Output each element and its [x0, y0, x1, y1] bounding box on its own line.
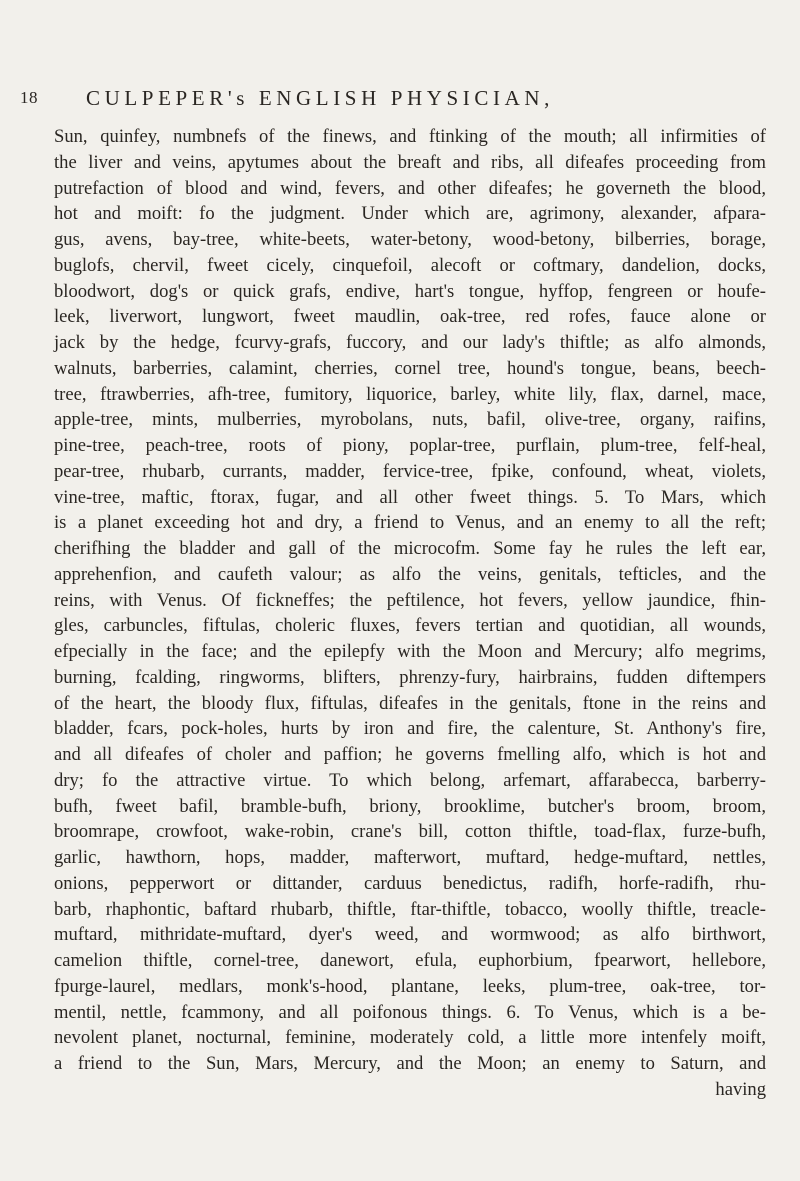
text-line: and all difeafes of choler and paffion; he governs fmelling alfo, which is hot and — [54, 744, 766, 765]
text-line: jack by the hedge, fcurvy-grafs, fuccory, and our lady's thiftle; as alfo almonds, — [54, 332, 766, 353]
text-line: gus, avens, bay-tree, white-beets, water-betony, wood-betony, bilberries, borage, — [54, 229, 766, 250]
text-line: mentil, nettle, fcammony, and all poifonous things. 6. To Venus, which is a be- — [54, 1001, 766, 1023]
text-line: vine-tree, maftic, ftorax, fugar, and all other fweet things. 5. To Mars, which — [54, 486, 766, 508]
text-line: buglofs, chervil, fweet cicely, cinquefoil, alecoft or coftmary, dandelion, docks, — [54, 254, 766, 276]
catchword: having — [715, 1078, 766, 1100]
body-text — [54, 124, 766, 1103]
text-line: bufh, fweet bafil, bramble-bufh, briony, brooklime, butcher's broom, broom, — [54, 795, 766, 817]
text-line: bloodwort, dog's or quick grafs, endive, hart's tongue, hyffop, fengreen or houfe- — [54, 280, 766, 302]
text-line: burning, fcalding, ringworms, blifters, phrenzy-fury, hairbrains, fudden diftempers — [54, 666, 766, 688]
text-line: a friend to the Sun, Mars, Mercury, and the Moon; an enemy to Saturn, and — [54, 1053, 766, 1074]
text-line: muftard, mithridate-muftard, dyer's weed, and wormwood; as alfo birthwort, — [54, 924, 766, 946]
page-number: 18 — [20, 88, 38, 107]
text-line: garlic, hawthorn, hops, madder, mafterwort, muftard, hedge-muftard, nettles, — [54, 847, 766, 868]
text-line: fpurge-laurel, medlars, monk's-hood, plantane, leeks, plum-tree, oak-tree, tor- — [54, 975, 766, 997]
text-line: apple-tree, mints, mulberries, myrobolans, nuts, bafil, olive-tree, organy, raifins, — [54, 409, 766, 431]
text-line: leek, liverwort, lungwort, fweet maudlin, oak-tree, red rofes, fauce alone or — [54, 306, 766, 328]
text-line: hot and moift: fo the judgment. Under which are, agrimony, alexander, afpara- — [54, 203, 766, 225]
text-line: cherifhing the bladder and gall of the microcofm. Some fay he rules the left ear, — [54, 538, 766, 559]
text-line: nevolent planet, nocturnal, feminine, moderately cold, a little more intenfely moift, — [54, 1027, 766, 1049]
text-line: reins, with Venus. Of fickneffes; the peftilence, hot fevers, yellow jaundice, fhin- — [54, 589, 766, 611]
text-line: camelion thiftle, cornel-tree, danewort, efula, euphorbium, fpearwort, hellebore, — [54, 950, 766, 971]
running-head: CULPEPER's ENGLISH PHYSICIAN, — [86, 86, 554, 110]
text-line: walnuts, barberries, calamint, cherries, cornel tree, hound's tongue, beans, beech- — [54, 357, 766, 379]
text-line: Sun, quinfey, numbnefs of the finews, and ftinking of the mouth; all infirmities of — [54, 126, 766, 147]
page-header — [20, 88, 780, 124]
text-line: tree, ftrawberries, afh-tree, fumitory, liquorice, barley, white lily, flax, darnel, mace, — [54, 383, 766, 405]
text-line: dry; fo the attractive virtue. To which belong, arfemart, affarabecca, barberry- — [54, 769, 766, 791]
text-line: efpecially in the face; and the epilepfy with the Moon and Mercury; alfo megrims, — [54, 641, 766, 662]
text-line: pear-tree, rhubarb, currants, madder, fervice-tree, fpike, confound, wheat, violets, — [54, 460, 766, 482]
text-line: onions, pepperwort or dittander, carduus benedictus, radifh, horfe-radifh, rhu- — [54, 872, 766, 894]
text-line: is a planet exceeding hot and dry, a friend to Venus, and an enemy to all the reft; — [54, 512, 766, 534]
text-line: pine-tree, peach-tree, roots of piony, poplar-tree, purflain, plum-tree, felf-heal, — [54, 435, 766, 456]
text-line: barb, rhaphontic, baftard rhubarb, thiftle, ftar-thiftle, tobacco, woolly thiftle, treacle- — [54, 898, 766, 920]
text-line: broomrape, crowfoot, wake-robin, crane's bill, cotton thiftle, toad-flax, furze-bufh, — [54, 821, 766, 843]
text-line: bladder, fcars, pock-holes, hurts by iron and fire, the calenture, St. Anthony's fire, — [54, 718, 766, 740]
text-line: apprehenfion, and caufeth valour; as alfo the veins, genitals, tefticles, and the — [54, 563, 766, 585]
text-line: the liver and veins, apytumes about the breaft and ribs, all difeafes proceeding from — [54, 151, 766, 173]
text-line: gles, carbuncles, fiftulas, choleric fluxes, fevers tertian and quotidian, all wounds, — [54, 615, 766, 637]
text-line: putrefaction of blood and wind, fevers, and other difeafes; he governeth the blood, — [54, 177, 766, 199]
text-line: of the heart, the bloody flux, fiftulas, difeafes in the genitals, ftone in the reins and — [54, 692, 766, 714]
